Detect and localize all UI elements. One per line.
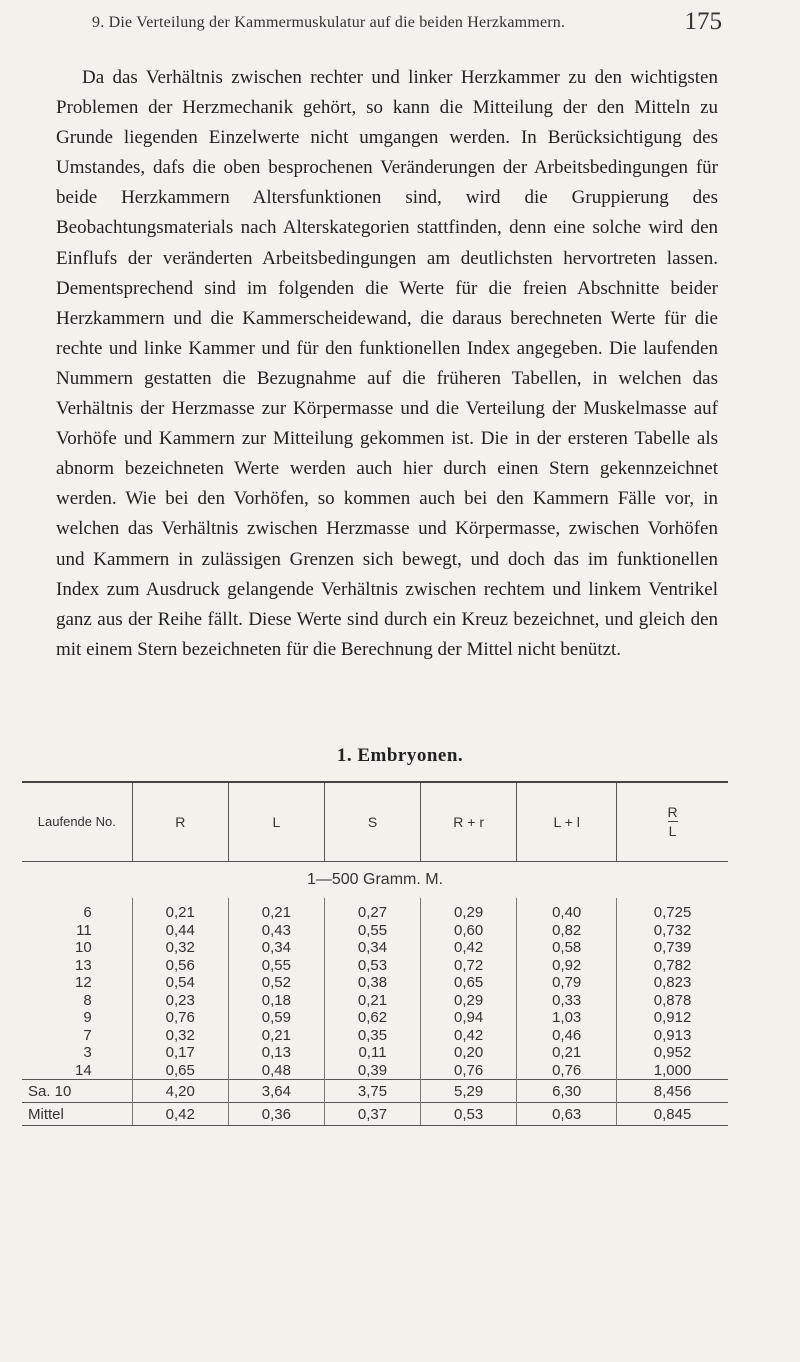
sum-row <box>22 1080 728 1103</box>
table-cell: 0,35 <box>324 1027 420 1045</box>
header-laufende-no: Laufende No. <box>22 782 132 862</box>
table-cell: 0,53 <box>421 1103 517 1126</box>
table-cell: Mittel <box>22 1103 132 1126</box>
table-cell: 0,92 <box>517 957 617 975</box>
table-cell: 0,43 <box>228 922 324 940</box>
table-cell: 0,38 <box>324 974 420 992</box>
table-row <box>22 1044 728 1062</box>
table-cell: 3,64 <box>228 1080 324 1103</box>
table-cell: 0,65 <box>132 1062 228 1080</box>
table-row <box>22 1062 728 1080</box>
table-cell: 0,82 <box>517 922 617 940</box>
table-cell: 0,42 <box>421 939 517 957</box>
table-cell: 0,40 <box>517 898 617 922</box>
table-cell: 0,34 <box>228 939 324 957</box>
page-number: 175 <box>684 8 722 35</box>
header-r-over-l <box>617 782 728 862</box>
table-cell: 0,23 <box>132 992 228 1010</box>
table-cell: 3 <box>83 1044 92 1062</box>
table-cell: 8,456 <box>617 1080 728 1103</box>
header-r-plus-r: R + r <box>421 782 517 862</box>
table-cell: 0,32 <box>132 1027 228 1045</box>
fraction-bar <box>668 821 678 822</box>
table-cell: 0,913 <box>617 1027 728 1045</box>
table-cell: 0,76 <box>421 1062 517 1080</box>
table-cell: 0,46 <box>517 1027 617 1045</box>
table-cell: 0,782 <box>617 957 728 975</box>
table-cell: 0,62 <box>324 1009 420 1027</box>
table-cell: 13 <box>75 956 92 974</box>
table-cell: 0,48 <box>228 1062 324 1080</box>
table-cell: 0,732 <box>617 922 728 940</box>
table-cell: 5,29 <box>421 1080 517 1103</box>
header-l: L <box>228 782 324 862</box>
running-header <box>92 8 722 35</box>
table-cell: 0,76 <box>132 1009 228 1027</box>
table-cell: 3,75 <box>324 1080 420 1103</box>
header-l-plus-l: L + l <box>517 782 617 862</box>
table-cell: 6 <box>83 904 92 922</box>
table-cell: 0,36 <box>228 1103 324 1126</box>
table-cell: 0,21 <box>324 992 420 1010</box>
table-cell: 0,59 <box>228 1009 324 1027</box>
table-cell: 12 <box>75 974 92 992</box>
table-cell: 0,34 <box>324 939 420 957</box>
table-cell: 0,58 <box>517 939 617 957</box>
table-cell: 0,44 <box>132 922 228 940</box>
mean-row <box>22 1103 728 1126</box>
table-cell: 0,76 <box>517 1062 617 1080</box>
table-cell: 0,42 <box>132 1103 228 1126</box>
table-cell: 0,63 <box>517 1103 617 1126</box>
body-paragraph: Da das Verhältnis zwischen rechter und linker Herzkammer zu den wichtigsten Problemen der Herzmechanik gehört, so kann die Mitteilung der den Mitteln zu Grunde liegenden Einzelwerte nicht umgangen werden. In Berücksichtigung des Umstandes, dafs die oben besprochenen Veränderungen der Arbeitsbedingungen für beide Herzkammern Altersfunktionen sind, wird die Gruppierung des Beobachtungsmaterials nach Alterskategorien stattfinden, denn eine solche wird den Einflufs der veränderten Arbeitsbedingungen am deutlichsten hervortreten lassen. Dementsprechend sind im folgenden die Werte für die freien Abschnitte beider Herzkammern und die Kammerscheidewand, die daraus berechneten Werte für die rechte und linke Kammer und für den funktionellen Index angegeben. Die laufenden Nummern gestatten die Bezugnahme auf die früheren Tabellen, in welchen das Verhältnis der Herzmasse zur Körpermasse und die Verteilung der Muskelmasse auf Vorhöfe und Kammern zur Mitteilung gekommen ist. Die in der ersteren Tabelle als abnorm bezeichneten Werte werden auch hier durch einen Stern gekennzeichnet werden. Wie bei den Vorhöfen, so kommen auch bei den Kammern Fälle vor, in welchen das Verhältnis zwischen Herzmasse und Körpermasse, zwischen Vorhöfen und Kammern in zulässigen Grenzen sich bewegt, und doch das im funktionellen Index zum Ausdruck gelangende Verhältnis zwischen rechtem und linkem Ventrikel ganz aus der Reihe fällt. Diese Werte sind durch ein Kreuz bezeichnet, und gleich den mit einem Stern bezeichneten für die Berechnung der Mittel nicht benützt. <box>56 67 718 660</box>
table-cell: 0,13 <box>228 1044 324 1062</box>
table-row <box>22 992 728 1010</box>
table-cell: 0,21 <box>517 1044 617 1062</box>
table-cell: 0,32 <box>132 939 228 957</box>
table-cell: 0,52 <box>228 974 324 992</box>
table-cell: 4,20 <box>132 1080 228 1103</box>
table-cell: 0,33 <box>517 992 617 1010</box>
table-cell: 1,03 <box>517 1009 617 1027</box>
table-row <box>22 922 728 940</box>
chapter-title: 9. Die Verteilung der Kammermuskulatur auf die beiden Herzkammern. <box>92 14 566 31</box>
table-cell: 0,21 <box>228 898 324 922</box>
table-cell: 0,29 <box>421 992 517 1010</box>
header-s: S <box>324 782 420 862</box>
section-title: 1. Embryonen. <box>336 745 464 766</box>
table-cell: 0,878 <box>617 992 728 1010</box>
table-row <box>22 939 728 957</box>
table-cell: 0,725 <box>617 898 728 922</box>
table-cell: 0,21 <box>132 898 228 922</box>
table-row <box>22 957 728 975</box>
table-cell: 0,20 <box>421 1044 517 1062</box>
table-cell: 10 <box>75 939 92 957</box>
data-table <box>22 781 728 1126</box>
table-cell: 0,65 <box>421 974 517 992</box>
group-label: 1—500 Gramm. M. <box>306 871 444 888</box>
table-cell: 14 <box>75 1061 92 1079</box>
table-row <box>22 974 728 992</box>
fraction-denominator: L <box>668 822 677 839</box>
table-cell: 8 <box>83 991 92 1009</box>
header-r: R <box>132 782 228 862</box>
table-cell: 0,37 <box>324 1103 420 1126</box>
table-cell: 0,739 <box>617 939 728 957</box>
table-cell: 0,11 <box>324 1044 420 1062</box>
table-cell: 0,18 <box>228 992 324 1010</box>
table-cell: 0,27 <box>324 898 420 922</box>
table-header-row <box>22 782 728 862</box>
table-cell: 7 <box>83 1026 92 1044</box>
table-cell: 0,39 <box>324 1062 420 1080</box>
table-cell: 0,55 <box>324 922 420 940</box>
table-cell: 0,55 <box>228 957 324 975</box>
fraction <box>667 803 678 839</box>
table-row <box>22 1027 728 1045</box>
fraction-numerator: R <box>667 803 678 820</box>
table-cell: 9 <box>83 1009 92 1027</box>
group-label-row <box>22 862 728 899</box>
table-cell: 0,952 <box>617 1044 728 1062</box>
table-cell: 1,000 <box>617 1062 728 1080</box>
table-cell: 0,17 <box>132 1044 228 1062</box>
table-cell: 0,60 <box>421 922 517 940</box>
table-cell: 0,94 <box>421 1009 517 1027</box>
table-cell: 0,54 <box>132 974 228 992</box>
table-cell: 0,53 <box>324 957 420 975</box>
table-cell: 0,42 <box>421 1027 517 1045</box>
table-cell: 0,56 <box>132 957 228 975</box>
table-row <box>22 1009 728 1027</box>
table-cell: 0,21 <box>228 1027 324 1045</box>
table-cell: 6,30 <box>517 1080 617 1103</box>
table-cell: 0,912 <box>617 1009 728 1027</box>
table-cell: 0,72 <box>421 957 517 975</box>
table-cell: Sa. 10 <box>22 1080 132 1103</box>
table-row <box>22 898 728 922</box>
table-cell: 0,823 <box>617 974 728 992</box>
table-cell: 0,845 <box>617 1103 728 1126</box>
table-cell: 11 <box>76 921 92 939</box>
table-cell: 0,29 <box>421 898 517 922</box>
table-cell: 0,79 <box>517 974 617 992</box>
